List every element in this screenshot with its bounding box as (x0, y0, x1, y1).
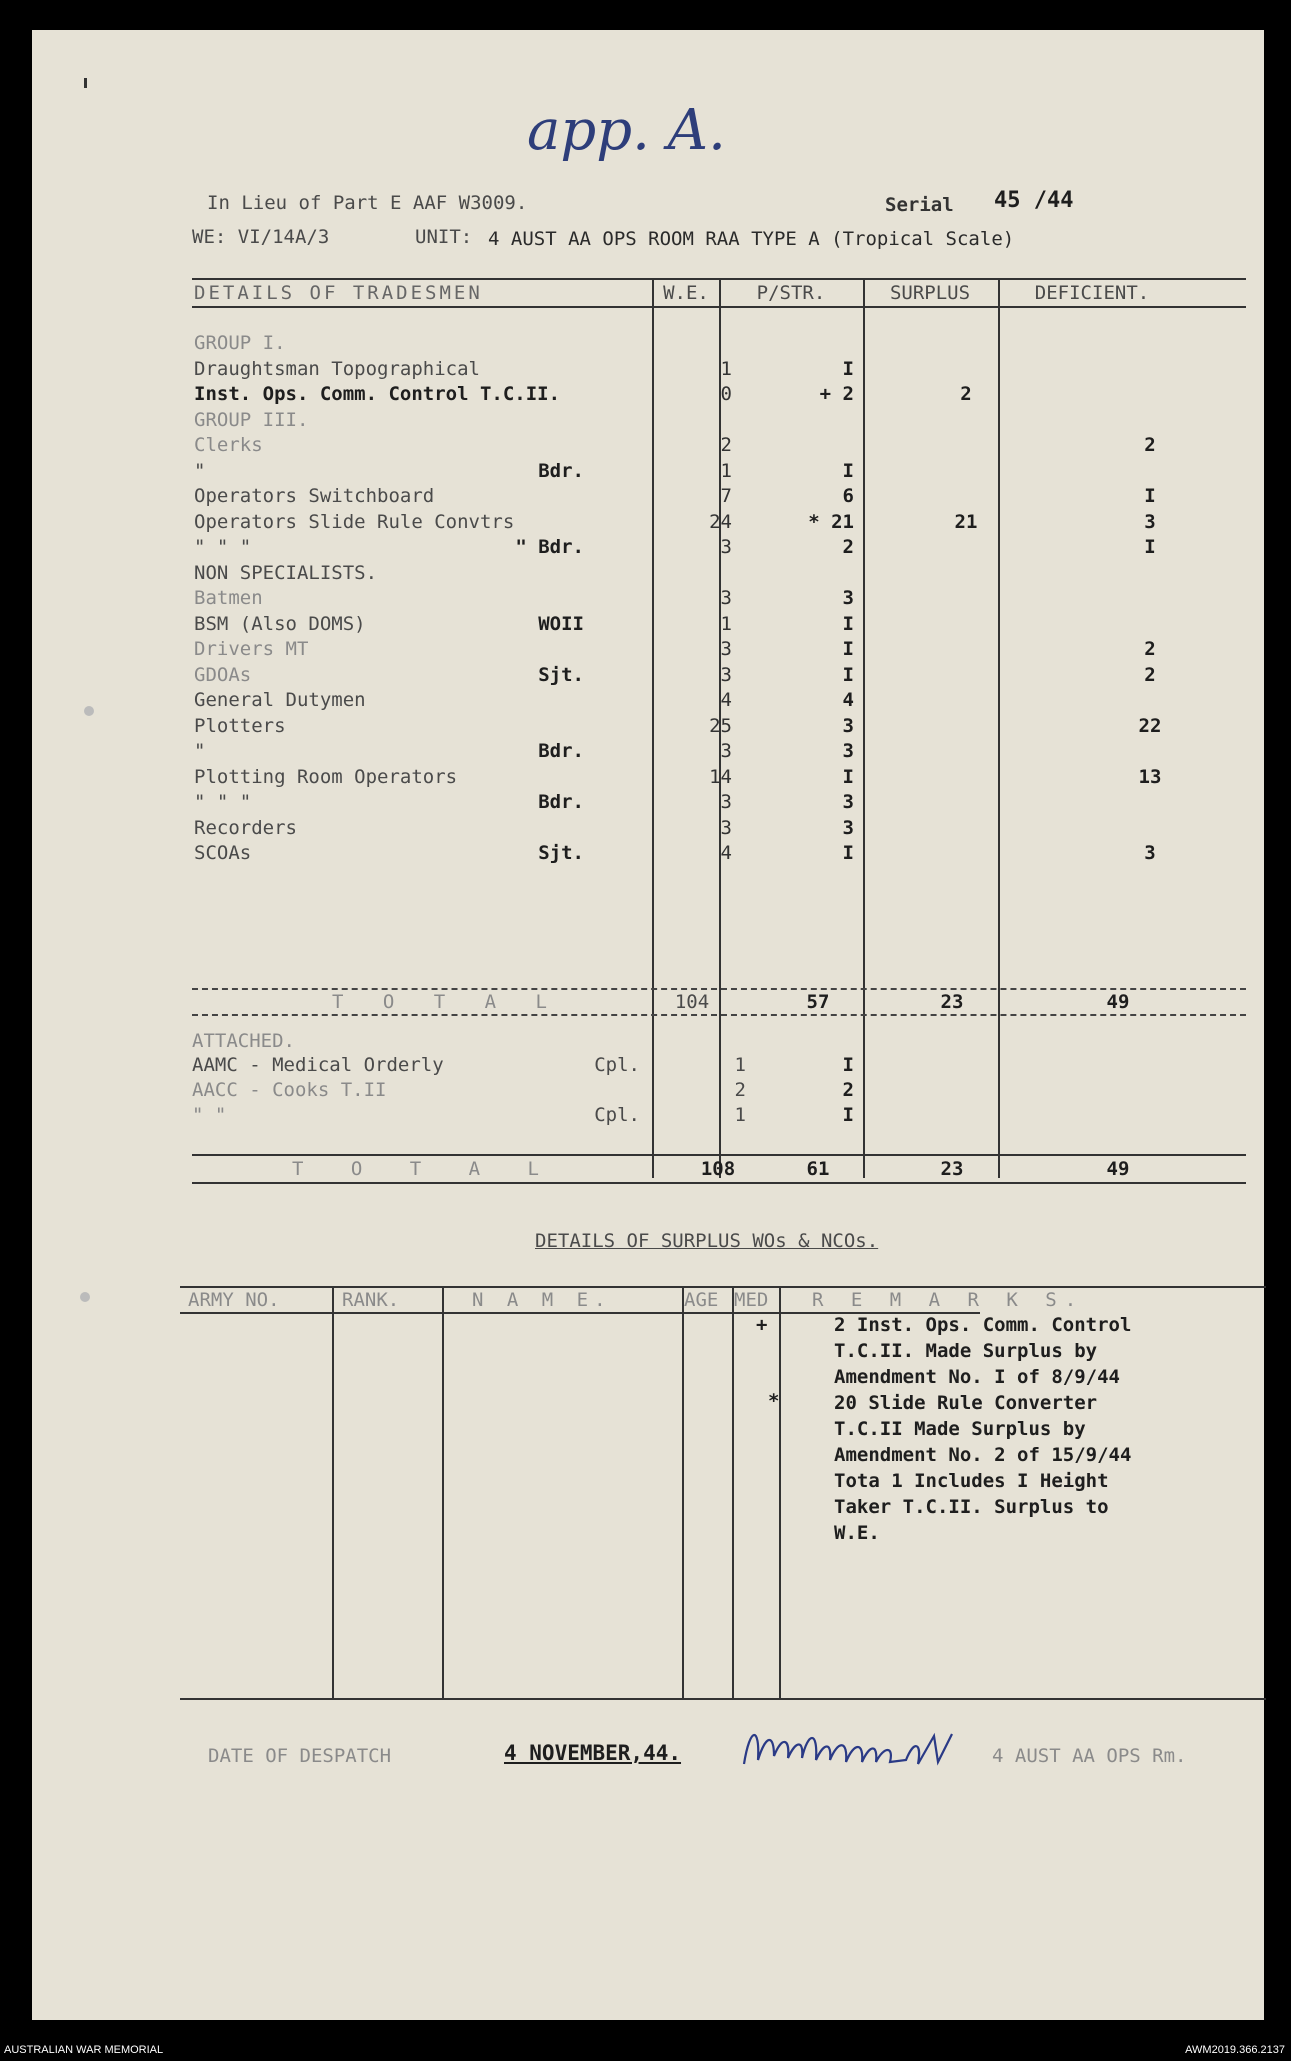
row-details: SCOAs (194, 842, 252, 864)
row-we: 24 (709, 511, 732, 533)
remark-line: Amendment No. 2 of 15/9/44 (834, 1444, 1132, 1466)
handwritten-heading: app. A. (527, 98, 726, 163)
remark-line: 20 Slide Rule Converter (834, 1392, 1098, 1414)
surplus-col-remarks (779, 1286, 781, 1698)
remark-mark-plus: + (756, 1314, 768, 1336)
row-details: Drivers MT (194, 638, 309, 660)
total2-surplus: 23 (940, 1158, 964, 1180)
row-rank: Sjt. (538, 664, 584, 686)
row-we: 3 (720, 536, 732, 558)
row-rank: " Bdr. (515, 536, 584, 558)
paper-speck (84, 78, 87, 88)
row-pstr: 2 (842, 536, 854, 558)
row-pstr: I (842, 842, 854, 864)
row-details: BSM (Also DOMS) (194, 613, 366, 635)
attached-row-rank: Cpl. (594, 1104, 640, 1126)
row-deficient: 3 (1144, 511, 1156, 533)
row-deficient: I (1144, 485, 1156, 507)
row-pstr: 3 (842, 740, 854, 762)
row-we: 0 (720, 383, 732, 405)
surplus-col-age (682, 1286, 684, 1698)
row-details: " " " (194, 536, 252, 558)
remark-line: Taker T.C.II. Surplus to (834, 1496, 1109, 1518)
row-deficient: 3 (1144, 842, 1156, 864)
row-pstr: I (842, 358, 854, 380)
attached-row-details: AACC - Cooks T.II (192, 1079, 387, 1101)
col-divider-surplus (863, 278, 865, 1178)
row-deficient: 2 (1144, 664, 1156, 686)
col-header-surplus: SURPLUS (889, 282, 971, 304)
row-rank: Bdr. (538, 460, 584, 482)
row-deficient: 2 (1144, 434, 1156, 456)
attached-row-we: 2 (734, 1079, 746, 1101)
row-details: Batmen (194, 587, 263, 609)
row-surplus: 2 (960, 383, 972, 405)
surplus-col-header-remarks: R E M A R K S. (812, 1289, 1085, 1311)
row-pstr: I (842, 460, 854, 482)
dispatch-unit: 4 AUST AA OPS Rm. (992, 1745, 1187, 1767)
total2-deficient: 49 (1106, 1158, 1130, 1180)
row-we: 3 (720, 817, 732, 839)
row-pstr: 3 (842, 817, 854, 839)
surplus-col-header-med: MED (734, 1289, 769, 1311)
total2-rule-lower (192, 1182, 1246, 1184)
surplus-section-title: DETAILS OF SURPLUS WOs & NCOs. (535, 1230, 879, 1252)
row-we: 1 (720, 460, 732, 482)
row-details: GROUP III. (194, 409, 309, 431)
row-pstr: 6 (842, 485, 854, 507)
row-deficient: 22 (1138, 715, 1162, 737)
row-deficient: 13 (1138, 766, 1162, 788)
row-pstr: I (842, 638, 854, 660)
row-we: 3 (720, 791, 732, 813)
row-rank: WOII (538, 613, 584, 635)
row-we: 1 (720, 358, 732, 380)
row-we: 1 (720, 613, 732, 635)
attached-row-details: " " (192, 1104, 227, 1126)
row-pstr: 3 (842, 791, 854, 813)
total2-rule-upper (192, 1154, 1246, 1156)
row-pstr: 4 (842, 689, 854, 711)
row-we: 3 (720, 740, 732, 762)
row-we: 3 (720, 664, 732, 686)
row-rank: Bdr. (538, 791, 584, 813)
col-divider-deficient (998, 278, 1000, 1178)
total-surplus: 23 (940, 991, 964, 1013)
row-we: 14 (709, 766, 732, 788)
total2-label: T O T A L (292, 1158, 557, 1180)
total-pstr: 57 (806, 991, 830, 1013)
row-details: " " " (194, 791, 252, 813)
col-header-pstr: P/STR. (756, 282, 826, 304)
col-header-details: DETAILS OF TRADESMEN (194, 282, 483, 304)
row-details: " (194, 460, 206, 482)
remark-mark-star: * (768, 1390, 780, 1412)
row-details: GDOAs (194, 664, 252, 686)
attached-row-rank: Cpl. (594, 1054, 640, 1076)
dispatch-label: DATE OF DESPATCH (208, 1745, 392, 1767)
row-details: Clerks (194, 434, 263, 456)
surplus-bottom-rule (180, 1698, 1266, 1700)
surplus-col-med (732, 1286, 734, 1698)
paper-speck (80, 1292, 90, 1302)
row-deficient: 2 (1144, 638, 1156, 660)
attached-row-pstr: I (842, 1104, 854, 1126)
attached-row-pstr: 2 (842, 1079, 854, 1101)
total-we: 104 (674, 991, 710, 1013)
attached-row-details: AAMC - Medical Orderly (192, 1054, 444, 1076)
row-pstr: I (842, 664, 854, 686)
row-details: GROUP I. (194, 332, 286, 354)
row-we: 3 (720, 638, 732, 660)
total-rule-upper (192, 988, 1246, 990)
row-details: General Dutymen (194, 689, 366, 711)
col-header-we: W.E. (663, 282, 709, 304)
col-divider-we (652, 278, 654, 1178)
surplus-col-name (442, 1286, 444, 1698)
document-sheet (32, 30, 1264, 2020)
attached-row-we: 1 (734, 1104, 746, 1126)
row-details: Recorders (194, 817, 297, 839)
row-details: Operators Slide Rule Convtrs (194, 511, 515, 533)
attached-heading: ATTACHED. (192, 1030, 295, 1052)
footer-right: AWM2019.366.2137 (1185, 2044, 1285, 2056)
row-pstr: * 21 (808, 511, 854, 533)
total-rule-lower (192, 1014, 1246, 1016)
remark-line: Tota 1 Includes I Height (834, 1470, 1109, 1492)
row-details: Plotting Room Operators (194, 766, 458, 788)
row-details: Inst. Ops. Comm. Control T.C.II. (194, 383, 561, 405)
we-reference: WE: VI/14A/3 (192, 226, 330, 248)
row-surplus: 21 (954, 511, 978, 533)
col-header-deficient: DEFICIENT. (1034, 282, 1150, 304)
total-label: T O T A L (332, 991, 561, 1013)
row-details: " (194, 740, 206, 762)
serial-label: Serial (885, 194, 954, 216)
remark-line: Amendment No. I of 8/9/44 (834, 1366, 1120, 1388)
row-we: 7 (720, 485, 732, 507)
row-we: 4 (720, 689, 732, 711)
total-deficient: 49 (1106, 991, 1130, 1013)
row-deficient: I (1144, 536, 1156, 558)
remark-line: 2 Inst. Ops. Comm. Control (834, 1314, 1132, 1336)
row-details: Plotters (194, 715, 286, 737)
total2-pstr: 61 (806, 1158, 830, 1180)
header-line: In Lieu of Part E AAF W3009. (207, 192, 528, 214)
surplus-col-header-army-no: ARMY NO. (188, 1289, 280, 1311)
remark-line: T.C.II. Made Surplus by (834, 1340, 1098, 1362)
paper-speck (84, 706, 94, 716)
attached-row-pstr: I (842, 1054, 854, 1076)
surplus-col-header-rank: RANK. (342, 1289, 400, 1311)
row-we: 2 (720, 434, 732, 456)
row-we: 25 (709, 715, 732, 737)
row-pstr: I (842, 613, 854, 635)
row-pstr: + 2 (819, 383, 854, 405)
signature-mark (738, 1716, 962, 1786)
surplus-top-rule (180, 1286, 1266, 1288)
row-rank: Bdr. (538, 740, 584, 762)
row-details: NON SPECIALISTS. (194, 562, 378, 584)
surplus-col-header-age: AGE (684, 1289, 719, 1311)
surplus-col-header-name: N A M E. (472, 1289, 612, 1311)
row-details: Operators Switchboard (194, 485, 435, 507)
remark-line: W.E. (834, 1522, 880, 1544)
surplus-col-rank (332, 1286, 334, 1698)
dispatch-date: 4 NOVEMBER,44. (504, 1741, 682, 1765)
row-pstr: 3 (842, 715, 854, 737)
footer-left: AUSTRALIAN WAR MEMORIAL (4, 2044, 164, 2056)
unit-label: UNIT: (415, 226, 473, 248)
row-we: 4 (720, 842, 732, 864)
row-pstr: I (842, 766, 854, 788)
attached-row-we: 1 (734, 1054, 746, 1076)
unit-value: 4 AUST AA OPS ROOM RAA TYPE A (Tropical Scale) (488, 228, 1015, 250)
row-details: Draughtsman Topographical (194, 358, 480, 380)
remark-line: T.C.II Made Surplus by (834, 1418, 1086, 1440)
row-we: 3 (720, 587, 732, 609)
total2-we: 108 (700, 1158, 736, 1180)
serial-value: 45 /44 (994, 188, 1074, 213)
row-rank: Sjt. (538, 842, 584, 864)
row-pstr: 3 (842, 587, 854, 609)
